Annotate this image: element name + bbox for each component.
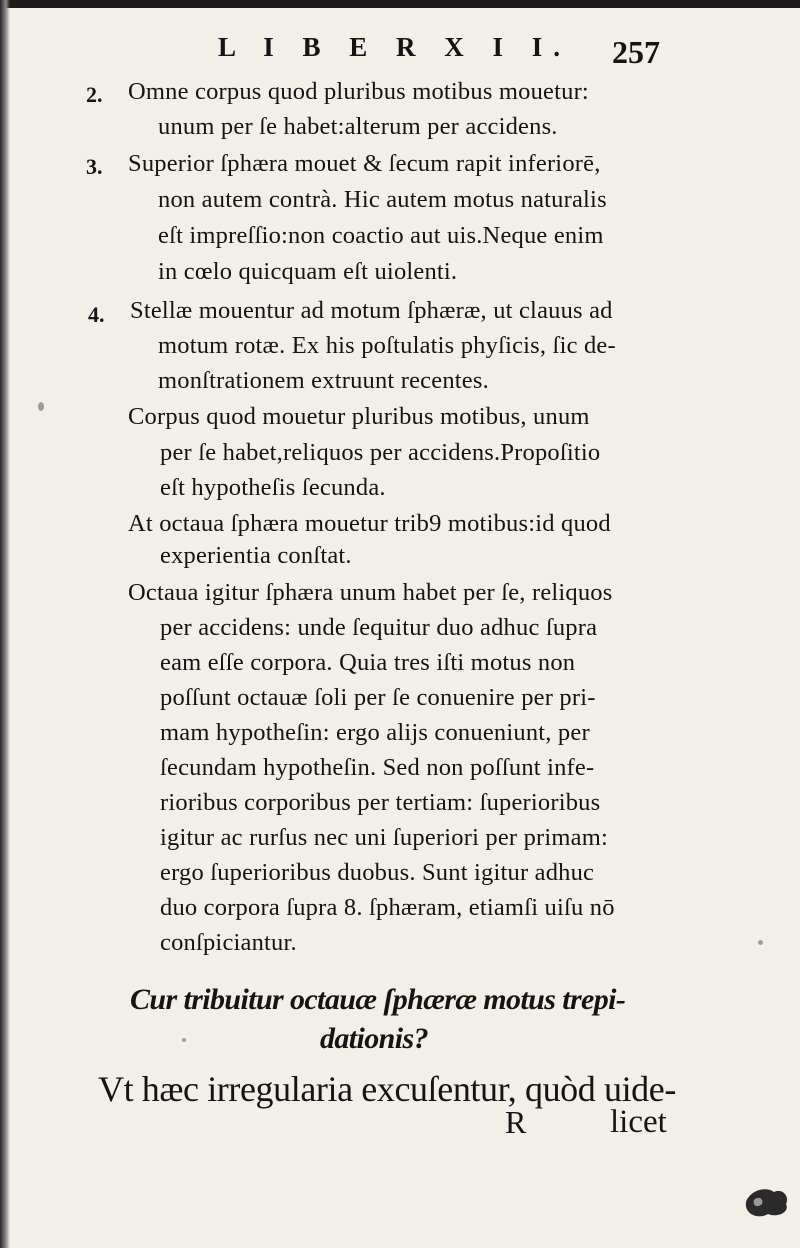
text-line: eſt impreſſio:non coactio aut uis.Neque enim <box>158 222 604 249</box>
text-line: duo corpora ſupra 8. ſphæram, etiamſi uiſu nō <box>160 894 615 921</box>
text-line: eſt hypotheſis ſecunda. <box>160 474 386 501</box>
text-line: Superior ſphæra mouet & ſecum rapit inferiorē, <box>128 150 601 177</box>
running-title: L I B E R X I I. <box>218 32 572 62</box>
text-line: ergo ſuperioribus duobus. Sunt igitur adhuc <box>160 859 595 886</box>
text-line: ſecundam hypotheſin. Sed non poſſunt infe- <box>160 754 595 781</box>
text-line: Corpus quod mouetur pluribus motibus, unum <box>128 403 590 430</box>
item-number: 2. <box>86 82 103 107</box>
page-number: 257 <box>612 34 660 70</box>
text-line: conſpiciantur. <box>160 929 297 956</box>
ink-speck <box>758 940 763 945</box>
page-left-edge <box>0 0 10 1248</box>
text-line: eam eſſe corpora. Quia tres iſti motus non <box>160 649 576 676</box>
text-line: per accidens: unde ſequitur duo adhuc ſupra <box>160 614 598 641</box>
section-question-heading: Cur tribuitur octauæ ſphæræ motus trepi- <box>130 983 626 1016</box>
catchword: licet <box>610 1104 667 1140</box>
text-line: mam hypotheſin: ergo alijs conueniunt, per <box>160 719 590 746</box>
item-number: 3. <box>86 154 103 179</box>
text-line: igitur ac rurſus nec uni ſuperiori per primam: <box>160 824 609 851</box>
text-line: per ſe habet,reliquos per accidens.Propoſitio <box>160 439 601 466</box>
text-line: in cœlo quicquam eſt uiolenti. <box>158 258 458 285</box>
item-number: 4. <box>88 302 105 327</box>
text-line: poſſunt octauæ ſoli per ſe conuenire per pri- <box>160 684 596 711</box>
section-question-heading: dationis? <box>320 1022 428 1055</box>
signature-mark: R <box>505 1104 527 1140</box>
text-line: non autem contrà. Hic autem motus naturalis <box>158 186 607 213</box>
text-line: monſtrationem extruunt recentes. <box>158 367 489 394</box>
text-line: At octaua ſphæra mouetur trib9 motibus:id quod <box>128 510 611 537</box>
text-line: motum rotæ. Ex his poſtulatis phyſicis, ſic de- <box>158 332 616 359</box>
ink-blot-mark <box>740 1182 792 1220</box>
page-header <box>0 28 800 68</box>
page-top-edge <box>0 0 800 8</box>
ink-speck <box>182 1038 186 1042</box>
text-line: unum per ſe habet:alterum per accidens. <box>158 113 558 140</box>
answer-first-line: Vt hæc irregularia excuſentur, quòd uide- <box>98 1069 676 1109</box>
text-line: Stellæ mouentur ad motum ſphæræ, ut clauus ad <box>130 297 613 324</box>
text-line: experientia conſtat. <box>160 542 352 569</box>
text-line: Omne corpus quod pluribus motibus mouetur: <box>128 78 589 105</box>
text-line: Octaua igitur ſphæra unum habet per ſe, reliquos <box>128 579 613 606</box>
ink-speck <box>38 402 44 411</box>
text-line: rioribus corporibus per tertiam: ſuperioribus <box>160 789 601 816</box>
